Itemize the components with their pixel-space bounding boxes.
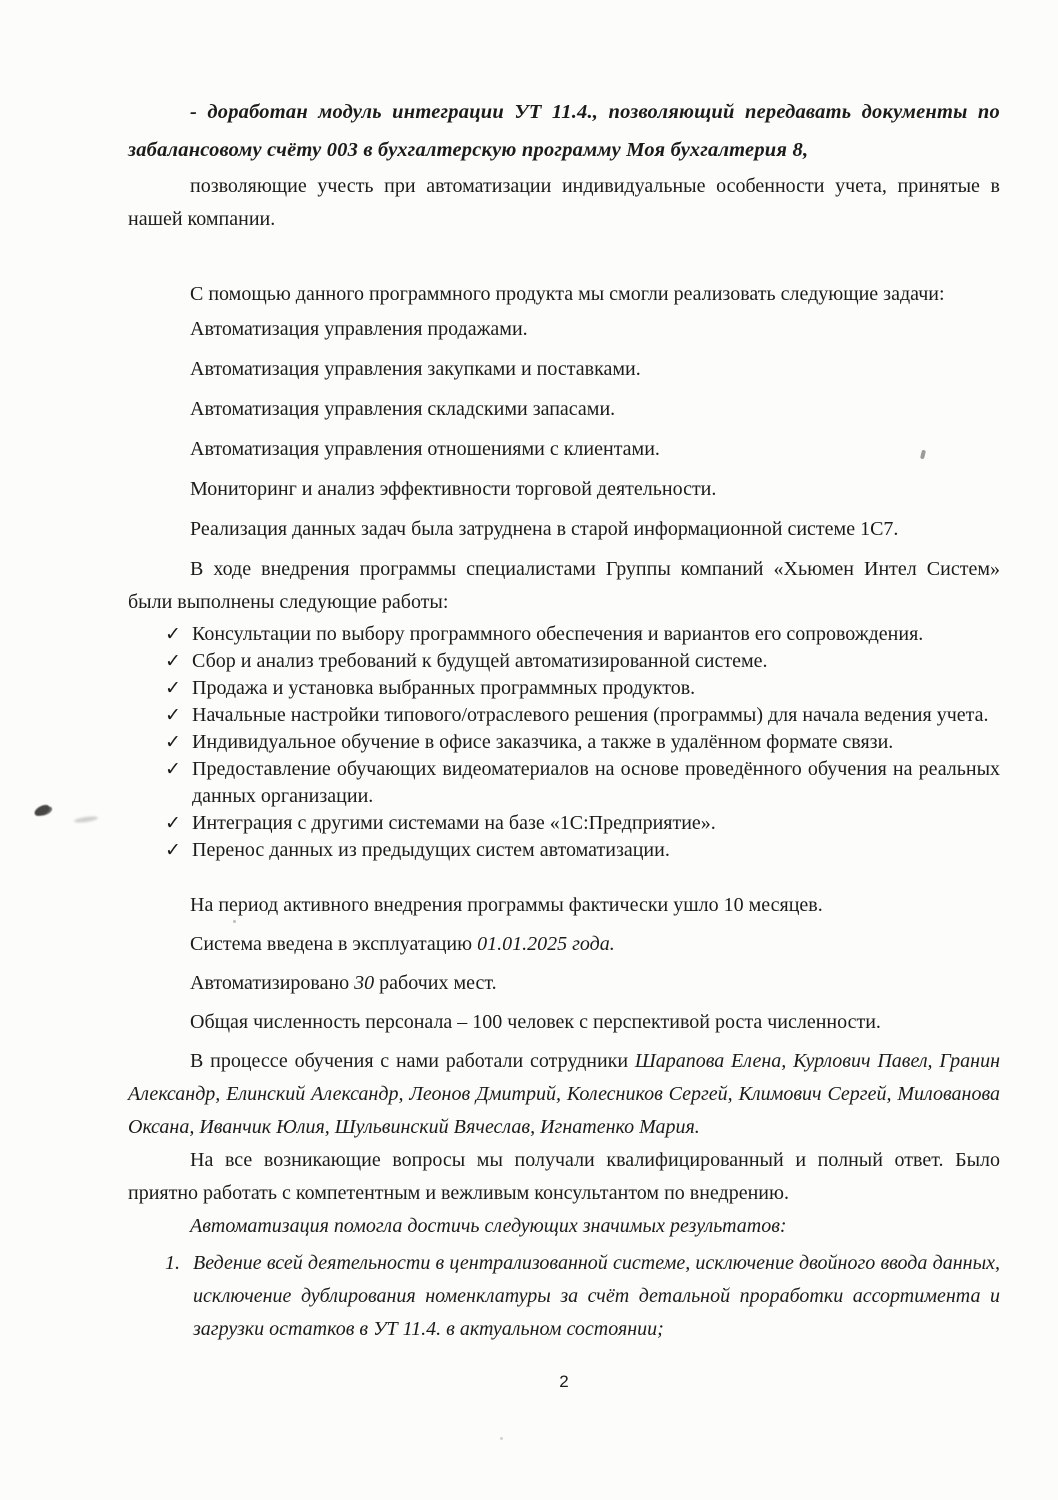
fact-implementation-period: На период активного внедрения программы фактически ушло 10 месяцев. (190, 894, 823, 916)
scan-smudge-artifact (74, 815, 98, 823)
paragraph-integration-module: - доработан модуль интеграции УТ 11.4., позволяющий передавать документы по забалансовому счёту 003 в бухгалтерскую программу Моя бухгалтерия 8, (128, 101, 1000, 161)
paragraph-results-intro: Автоматизация помогла достичь следующих значимых результатов: (190, 1215, 787, 1237)
task-item-sales: Автоматизация управления продажами. (190, 318, 528, 340)
paragraph-training-staff (128, 1045, 1000, 1144)
result-item-number: 1. (165, 1252, 180, 1274)
check-icon: ✓ (165, 732, 181, 753)
task-item-monitoring: Мониторинг и анализ эффективности торговой деятельности. (190, 478, 717, 500)
fact-workplaces-prefix: Автоматизировано (190, 972, 355, 994)
paragraph-works-intro: В ходе внедрения программы специалистами Группы компаний «Хьюмен Интел Систем» были выполнены следующие работы: (128, 558, 1000, 613)
check-icon: ✓ (165, 759, 181, 780)
fact-launch-date (128, 928, 1000, 961)
task-item-crm: Автоматизация управления отношениями с клиентами. (190, 438, 660, 460)
fact-workplaces-suffix: рабочих мест. (374, 972, 497, 994)
checklist-item (128, 702, 1000, 729)
checklist-item (128, 810, 1000, 837)
page-number: 2 (559, 1372, 569, 1391)
paragraph-tasks-intro: С помощью данного программного продукта мы смогли реализовать следующие задачи: (190, 283, 945, 305)
paragraph-tasks-note: Реализация данных задач была затруднена в старой информационной системе 1С7. (190, 518, 899, 540)
check-icon: ✓ (165, 651, 181, 672)
checklist-item-label: Индивидуальное обучение в офисе заказчика, а также в удалённом формате связи. (192, 731, 894, 753)
fact-launch-date-value: 01.01.2025 года. (477, 933, 615, 955)
checklist-item (128, 837, 1000, 864)
checklist-item-label: Перенос данных из предыдущих систем автоматизации. (192, 839, 670, 861)
fact-workplaces (128, 967, 1000, 1000)
task-item-purchasing: Автоматизация управления закупками и поставками. (190, 358, 641, 380)
training-prefix: В процессе обучения с нами работали сотрудники (190, 1050, 635, 1072)
task-item-warehouse: Автоматизация управления складскими запасами. (190, 398, 616, 420)
check-icon: ✓ (165, 705, 181, 726)
checklist-item-label: Сбор и анализ требований к будущей автоматизированной системе. (192, 650, 768, 672)
checklist-item (128, 621, 1000, 648)
result-item (128, 1247, 1000, 1346)
checklist-item-label: Начальные настройки типового/отраслевого решения (программы) для начала ведения учета. (192, 704, 989, 726)
works-checklist (128, 621, 1000, 864)
fact-launch-prefix: Система введена в эксплуатацию (190, 933, 478, 955)
checklist-item-label: Предоставление обучающих видеоматериалов на основе проведённого обучения на реальных данных организации. (192, 758, 1000, 807)
result-item-text: Ведение всей деятельности в централизованной системе, исключение двойного ввода данных, исключение дублирования номенклатуры за счёт детальной проработки ассортимента и загрузки остатков в УТ 11.4. в актуальном состоянии; (193, 1252, 1000, 1340)
scan-ink-blot-artifact (33, 803, 51, 817)
checklist-item-label: Консультации по выбору программного обеспечения и вариантов его сопровождения. (192, 623, 924, 645)
check-icon: ✓ (165, 813, 181, 834)
checklist-item (128, 648, 1000, 675)
fact-staff-count: Общая численность персонала – 100 человек с перспективой роста численности. (190, 1011, 881, 1033)
checklist-item (128, 756, 1000, 810)
checklist-item (128, 729, 1000, 756)
fact-workplaces-count: 30 (354, 972, 375, 994)
checklist-item-label: Продажа и установка выбранных программных продуктов. (192, 677, 696, 699)
check-icon: ✓ (165, 624, 181, 645)
checklist-item (128, 675, 1000, 702)
paragraph-consultant-feedback: На все возникающие вопросы мы получали квалифицированный и полный ответ. Было приятно работать с компетентным и вежливым консультантом по внедрению. (128, 1149, 1000, 1204)
check-icon: ✓ (165, 678, 181, 699)
checklist-item-label: Интеграция с другими системами на базе «1С:Предприятие». (192, 812, 716, 834)
check-icon: ✓ (165, 840, 181, 861)
results-list (128, 1247, 1000, 1346)
scan-dot-artifact (500, 1437, 503, 1440)
paragraph-accounting-features: позволяющие учесть при автоматизации индивидуальные особенности учета, принятые в нашей компании. (128, 175, 1000, 230)
training-names: Шарапова Елена, Курлович Павел, Гранин Александр, Елинский Александр, Леонов Дмитрий, Колесников Сергей, Климович Сергей, Милованова Оксана, Иванчик Юлия, Шульвинский Вячеслав, Игнатенко Мария. (128, 1050, 1000, 1138)
